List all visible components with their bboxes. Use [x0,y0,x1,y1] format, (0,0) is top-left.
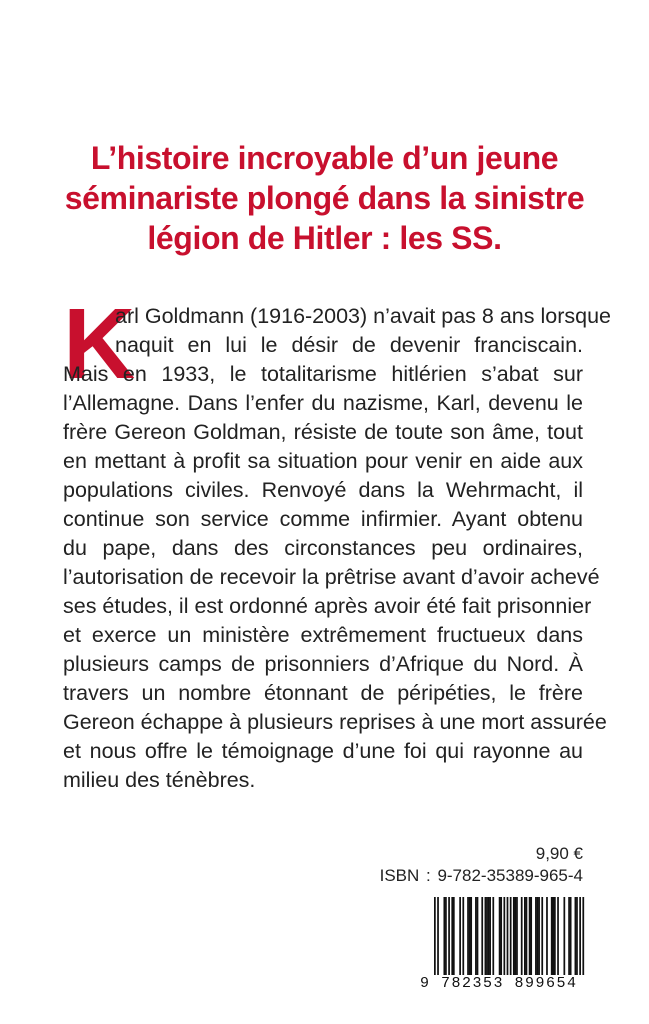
barcode [420,895,590,1000]
summary-line: naquit en lui le désir de devenir franciscain. [115,333,583,357]
barcode-bar [507,897,509,985]
barcode-bar [451,897,453,975]
barcode-bar [448,897,450,975]
summary-line: et nous offre le témoignage d’une foi qui rayonne au [63,739,583,763]
barcode-bar [535,897,537,975]
barcode-bar [524,897,526,975]
barcode-digits: 9 782353 899654 [420,975,590,992]
summary-line: en mettant à profit sa situation pour venir en aide aux [63,449,583,473]
barcode-bar [443,897,445,975]
summary-line: continue son service comme infirmier. Ayant obtenu [63,507,583,531]
barcode-bar [453,897,455,975]
barcode-bar [546,897,548,975]
barcode-bar [488,897,490,975]
barcode-bar [459,897,461,975]
barcode-bar [526,897,528,975]
barcode-bar [499,897,501,975]
summary-line: du pape, dans des circonstances peu ordinaires, [63,536,583,560]
summary-line: arl Goldmann (1916-2003) n’avait pas 8 ans lorsque [115,304,611,328]
barcode-bar [530,897,532,975]
summary-line: milieu des ténèbres. [63,768,256,792]
summary-line: l’Allemagne. Dans l’enfer du nazisme, Karl, devenu le [63,391,583,415]
barcode-bar [477,897,479,975]
barcode-bar [515,897,517,975]
barcode-bar [485,897,487,975]
barcode-bar [568,897,570,975]
barcode-bar [437,897,439,985]
barcode-bar [470,897,472,975]
barcode-bars [420,895,590,987]
summary-line: l’autorisation de recevoir la prêtrise avant d’avoir achevé [63,565,600,589]
summary-line: ses études, il est ordonné après avoir été fait prisonnier [63,594,592,618]
barcode-bar [475,897,477,975]
barcode-bar [469,897,471,975]
barcode-bar [513,897,515,975]
drop-cap: K [63,288,134,400]
barcode-bar [551,897,553,975]
barcode-bar [481,897,483,975]
barcode-bar [538,897,540,975]
barcode-bar [489,897,491,975]
barcode-bar [462,897,464,975]
barcode-bar [492,897,494,975]
barcode-bar [529,897,531,975]
barcode-bar [554,897,556,975]
barcode-bar [500,897,502,975]
barcode-bar [575,897,577,975]
barcode-bar [516,897,518,975]
barcode-bar [557,897,559,975]
barcode-bar [510,897,512,985]
barcode-bar [486,897,488,975]
summary-line: et exerce un ministère extrêmement fructueux dans [63,623,583,647]
barcode-bar [434,897,436,985]
headline-line-2: séminariste plongé dans la sinistre [64,180,585,216]
isbn-label: ISBN : 9-782-35389-965-4 [379,866,583,885]
barcode-bar [579,897,581,985]
summary-line: plusieurs camps de prisonniers d’Afrique du Nord. À [63,652,583,676]
barcode-bar [552,897,554,975]
barcode-bar [537,897,539,975]
barcode-bar [541,897,543,975]
summary-line: populations civiles. Renvoyé dans la Wehrmacht, il [63,478,583,502]
summary-line: frère Gereon Goldman, résiste de toute son âme, tout [63,420,583,444]
barcode-bar [576,897,578,975]
headline-line-3: légion de Hitler : les SS. [147,220,502,256]
summary-line: Mais en 1933, le totalitarisme hitlérien s’abat sur [63,362,583,386]
barcode-bar [563,897,565,975]
summary-line: Gereon échappe à plusieurs reprises à une mort assurée [63,710,607,734]
barcode-bar [467,897,469,975]
summary-paragraph [63,288,611,795]
headline [30,138,619,258]
headline-line-1: L’histoire incroyable d’un jeune [90,140,559,176]
barcode-bar [503,897,505,975]
price-label: 9,90 € [535,844,583,863]
barcode-bar [570,897,572,975]
barcode-bar [582,897,584,985]
summary-line: travers un nombre étonnant de péripéties, le frère [63,681,583,705]
barcode-bar [521,897,523,975]
barcode-bar [445,897,447,975]
